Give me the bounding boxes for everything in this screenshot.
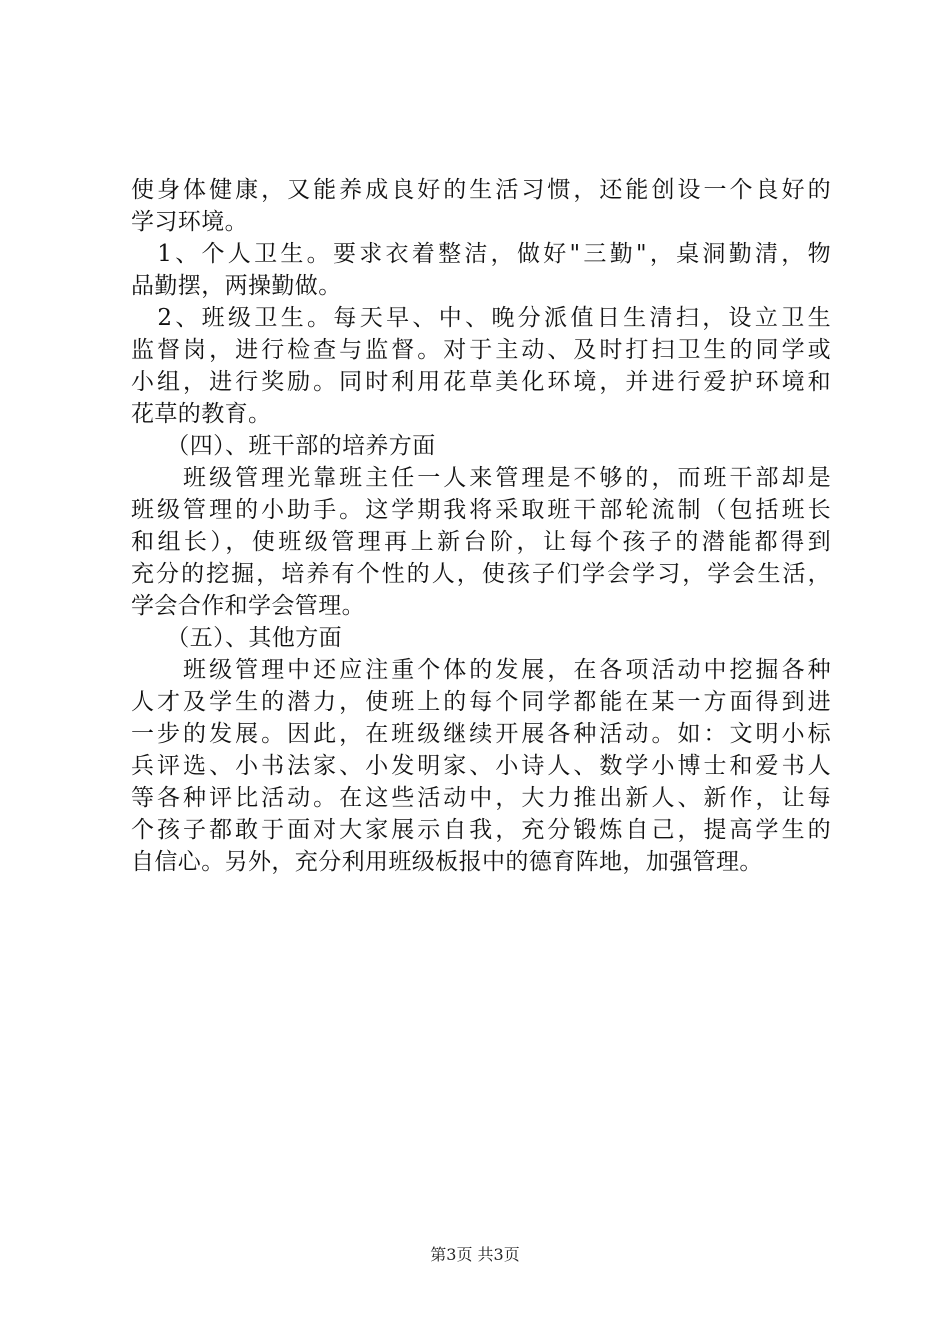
paragraph-line: 等各种评比活动。在这些活动中，大力推出新人、新作，让每 (131, 785, 831, 811)
paragraph-line: 和组长），使班级管理再上新台阶，让每个孩子的潜能都得到 (131, 529, 831, 555)
paragraph-line: 2、班级卫生。每天早、中、晚分派值日生清扫，设立卫生 (131, 305, 831, 331)
paragraph-line: 学习环境。 (131, 209, 248, 235)
paragraph-line: 一步的发展。因此，在班级继续开展各种活动。如：文明小标 (131, 721, 831, 747)
paragraph-line: 自信心。另外，充分利用班级板报中的德育阵地，加强管理。 (131, 849, 763, 875)
paragraph-line: 兵评选、小书法家、小发明家、小诗人、数学小博士和爱书人 (131, 753, 831, 779)
paragraph-line: 使身体健康，又能养成良好的生活习惯，还能创设一个良好的 (131, 177, 831, 203)
section-heading: （五）、其他方面 (131, 625, 342, 651)
paragraph-line: 班级管理的小助手。这学期我将采取班干部轮流制（包括班长 (131, 497, 831, 523)
paragraph-line: 1、个人卫生。要求衣着整洁，做好"三勤"，桌洞勤清，物 (131, 241, 831, 267)
paragraph-line: 充分的挖掘，培养有个性的人，使孩子们学会学习，学会生活， (131, 561, 831, 587)
document-body (131, 174, 831, 878)
paragraph-line: 小组，进行奖励。同时利用花草美化环境，并进行爱护环境和 (131, 369, 831, 395)
paragraph-line: 个孩子都敢于面对大家展示自我，充分锻炼自己，提高学生的 (131, 817, 831, 843)
paragraph-line: 班级管理中还应注重个体的发展，在各项活动中挖掘各种 (131, 657, 831, 683)
paragraph-line: 花草的教育。 (131, 401, 272, 427)
paragraph-line: 监督岗，进行检查与监督。对于主动、及时打扫卫生的同学或 (131, 337, 831, 363)
paragraph-line: 学会合作和学会管理。 (131, 593, 365, 619)
section-heading: （四）、班干部的培养方面 (131, 433, 436, 459)
paragraph-line: 班级管理光靠班主任一人来管理是不够的，而班干部却是 (131, 465, 831, 491)
paragraph-line: 品勤摆，两操勤做。 (131, 273, 342, 299)
paragraph-line: 人才及学生的潜力，使班上的每个同学都能在某一方面得到进 (131, 689, 831, 715)
page-number-footer: 第3页 共3页 (430, 1245, 520, 1264)
